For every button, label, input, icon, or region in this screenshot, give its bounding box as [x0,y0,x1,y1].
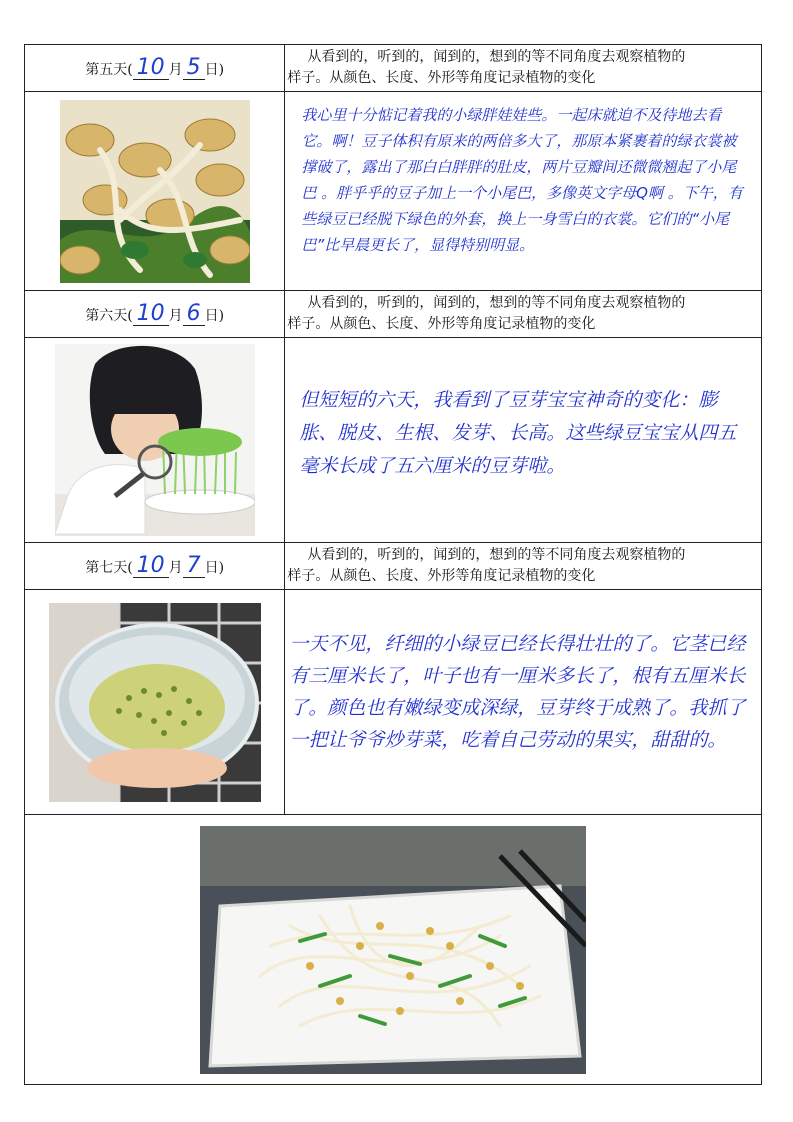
day6-day: 6 [183,303,205,326]
day5-month-unit: 月 [168,61,183,78]
day7-header-row [25,543,762,590]
day5-photo-cell [25,92,285,291]
day5-content-row [25,92,762,291]
day6-prompt-line2: 样子。从颜色、长度、外形等角度记录植物的变化 [287,316,596,332]
day5-journal-cell [285,92,762,291]
day6-girl-with-magnifier-photo [55,344,255,536]
day6-journal-cell [285,338,762,543]
day5-prompt-line2: 样子。从颜色、长度、外形等角度记录植物的变化 [287,70,596,86]
day5-journal-text: 我心里十分惦记着我的小绿胖娃娃些。一起床就迫不及待地去看它。啊！豆子体积有原来的两倍多大了，那原本紧裹着的绿衣裳被撑破了，露出了那白白胖胖的肚皮，两片豆瓣间还微微翘起了小尾巴 。胖乎乎的豆子加上一个小尾巴，多像英文字母Q啊 。下午，有些绿豆已经脱下绿色的外套，换上一身雪白的衣裳。它们的“小尾巴”比早晨更长了，显得特别明显。 [301,106,743,254]
final-dish-row [25,815,762,1085]
day6-prompt-line1: 从看到的，听到的，闻到的，想到的等不同角度去观察植物的 [307,295,686,311]
day7-month: 10 [133,555,169,578]
stir-fried-bean-sprouts-photo [200,826,586,1074]
day5-date-cell [25,45,285,92]
final-dish-cell [25,815,762,1085]
day7-prompt [285,543,762,590]
day6-photo-cell [25,338,285,543]
day7-journal-cell [285,590,762,815]
day5-prompt [285,45,762,92]
day7-bowl-of-sprouts-photo [49,603,261,802]
day5-prefix: 第五天( [85,61,133,78]
day7-photo-cell [25,590,285,815]
day6-month-unit: 月 [168,307,183,324]
day7-date-cell [25,543,285,590]
day6-prefix: 第六天( [85,307,133,324]
day6-month: 10 [133,303,169,326]
day7-day-unit: 日) [204,559,225,576]
day6-prompt [285,291,762,338]
day5-day-unit: 日) [204,61,225,78]
observation-journal [24,44,762,1093]
day6-content-row [25,338,762,543]
day5-prompt-line1: 从看到的，听到的，闻到的，想到的等不同角度去观察植物的 [307,49,686,65]
day7-prefix: 第七天( [85,559,133,576]
day6-day-unit: 日) [204,307,225,324]
day6-journal-text: 但短短的六天，我看到了豆芽宝宝神奇的变化：膨胀、脱皮、生根、发芽、长高。这些绿豆宝宝从四五毫米长成了五六厘米的豆芽啦。 [299,388,737,477]
day6-date-cell [25,291,285,338]
day5-day: 5 [183,57,205,80]
day6-header-row [25,291,762,338]
day5-month: 10 [133,57,169,80]
day7-content-row [25,590,762,815]
day7-day: 7 [183,555,205,578]
day7-prompt-line1: 从看到的，听到的，闻到的，想到的等不同角度去观察植物的 [307,547,686,563]
day5-sprouting-beans-photo [60,100,250,283]
day5-header-row [25,45,762,92]
day7-prompt-line2: 样子。从颜色、长度、外形等角度记录植物的变化 [287,568,596,584]
journal-table [24,44,762,1085]
day7-journal-text: 一天不见，纤细的小绿豆已经长得壮壮的了。它茎已经有三厘米长了，叶子也有一厘米多长了，根有五厘米长了。颜色也有嫩绿变成深绿，豆芽终于成熟了。我抓了一把让爷爷炒芽菜，吃着自己劳动的果实，甜甜的。 [289,633,746,751]
day7-month-unit: 月 [168,559,183,576]
